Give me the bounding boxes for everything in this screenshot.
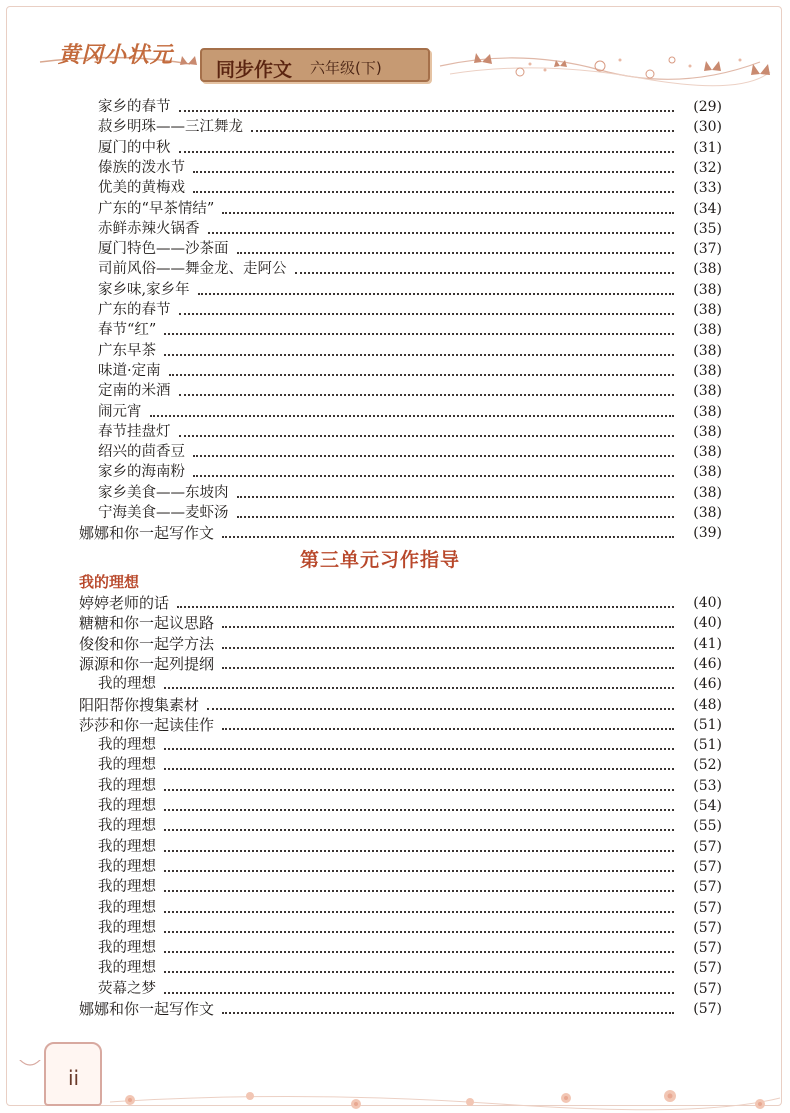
toc-row[interactable] xyxy=(98,876,722,896)
toc-page-number: (48) xyxy=(693,696,722,713)
toc-page-number: (38) xyxy=(693,403,722,420)
dot-leader xyxy=(164,809,674,811)
dot-leader xyxy=(222,536,674,538)
toc-page-number: (57) xyxy=(693,1001,722,1017)
toc-page-number: (40) xyxy=(693,615,722,632)
toc-page-number: (57) xyxy=(693,899,722,916)
toc-row[interactable] xyxy=(98,754,722,774)
toc-page-number: (38) xyxy=(693,362,722,379)
toc-page-number: (40) xyxy=(693,595,722,611)
toc-row[interactable] xyxy=(98,137,722,157)
dot-leader xyxy=(164,687,674,689)
toc-row[interactable] xyxy=(98,238,722,258)
toc-page-number: (57) xyxy=(693,980,722,997)
toc-page-number: (57) xyxy=(693,838,722,855)
dot-leader xyxy=(164,748,674,750)
toc-entry-title: 家乡美食——东坡肉 xyxy=(98,484,229,501)
toc-row[interactable] xyxy=(79,633,722,653)
toc-page-number: (41) xyxy=(693,635,722,652)
dot-leader xyxy=(164,870,674,872)
toc-entry-title: 家乡的春节 xyxy=(98,99,171,115)
dot-leader xyxy=(164,850,674,852)
dot-leader xyxy=(222,647,674,649)
toc-row[interactable] xyxy=(98,218,722,238)
toc-entry-title: 家乡味,家乡年 xyxy=(98,281,190,298)
toc-entry-title: 傣族的泼水节 xyxy=(98,159,185,176)
toc-page-number: (35) xyxy=(693,220,722,237)
dot-leader xyxy=(237,496,675,498)
dot-leader xyxy=(164,890,674,892)
toc-row[interactable] xyxy=(79,998,722,1018)
toc-row[interactable] xyxy=(98,917,722,937)
toc-entry-title: 荧幕之梦 xyxy=(98,980,156,997)
dot-leader xyxy=(164,911,674,913)
toc-page-number: (31) xyxy=(693,139,722,156)
toc-row[interactable] xyxy=(98,815,722,835)
toc-row[interactable] xyxy=(98,279,722,299)
toc-entry-title: 定南的米酒 xyxy=(98,383,171,400)
toc-entry-title: 婷婷老师的话 xyxy=(79,594,170,612)
toc-entry-title: 赤鲜赤辣火锅香 xyxy=(98,220,200,237)
toc-row[interactable] xyxy=(98,319,722,339)
toc-page-number: (38) xyxy=(693,322,722,339)
dot-leader xyxy=(164,951,674,953)
toc-entry-title: 宁海美食——麦虾汤 xyxy=(98,505,229,521)
toc-page-number: (30) xyxy=(693,119,722,136)
toc-row[interactable] xyxy=(98,978,722,998)
toc-entry-title: 我的理想 xyxy=(98,676,156,693)
toc-row[interactable] xyxy=(98,856,722,876)
dot-leader xyxy=(179,394,675,396)
toc-entry-title: 厦门特色——沙茶面 xyxy=(98,241,229,258)
dot-leader xyxy=(150,415,675,417)
toc-row[interactable] xyxy=(98,96,722,116)
toc-page-number: (38) xyxy=(693,281,722,298)
toc-row[interactable] xyxy=(98,157,722,177)
toc-row[interactable] xyxy=(98,482,722,502)
dot-leader xyxy=(164,789,674,791)
toc-entry-title: 我的理想 xyxy=(98,940,156,957)
dot-leader xyxy=(164,829,674,831)
toc-page-number: (53) xyxy=(693,777,722,794)
toc-page-number: (57) xyxy=(693,919,722,936)
toc-page-number: (38) xyxy=(693,261,722,278)
toc-entry-title: 娜娜和你一起写作文 xyxy=(79,1000,215,1018)
toc-entry-title: 我的理想 xyxy=(98,899,156,916)
dot-leader xyxy=(193,171,674,173)
toc-page-number: (57) xyxy=(693,940,722,957)
toc-entry-title: 优美的黄梅戏 xyxy=(98,180,185,197)
toc-page-number: (46) xyxy=(693,655,722,672)
toc-page-number: (38) xyxy=(693,302,722,318)
dot-leader xyxy=(222,1012,674,1014)
page-number: ii xyxy=(68,1066,80,1090)
toc-entry-title: 闹元宵 xyxy=(98,403,142,420)
dot-leader xyxy=(198,293,674,295)
toc-row[interactable] xyxy=(98,360,722,380)
toc-entry-title: 厦门的中秋 xyxy=(98,139,171,156)
toc-entry-title: 绍兴的茴香豆 xyxy=(98,444,185,461)
toc-entry-title: 俊俊和你一起学方法 xyxy=(79,634,215,653)
dot-leader xyxy=(295,272,675,274)
dot-leader xyxy=(193,455,674,457)
unit-heading: 第三单元习作指导 xyxy=(300,549,461,571)
toc-entry-title: 菽乡明珠——三江舞龙 xyxy=(98,119,243,136)
toc-entry-title: 广东的“早茶情结” xyxy=(98,200,215,217)
dot-leader xyxy=(251,130,674,132)
dot-leader xyxy=(222,212,674,214)
toc-page-number: (32) xyxy=(693,159,722,176)
toc-entry-title: 春节挂盘灯 xyxy=(98,423,171,440)
toc-page-number: (46) xyxy=(693,676,722,693)
brand-logo: 黄冈小状元 xyxy=(58,42,174,68)
series-title: 同步作文 xyxy=(216,59,293,81)
toc-entry-title: 我的理想 xyxy=(98,798,156,814)
dot-leader xyxy=(164,333,674,335)
toc-entry-title: 味道·定南 xyxy=(98,362,161,379)
toc-entry-title: 源源和你一起列提纲 xyxy=(79,654,215,673)
dot-leader xyxy=(177,606,674,608)
toc-page-number: (38) xyxy=(693,444,722,461)
toc-row[interactable] xyxy=(98,421,722,441)
toc-row[interactable] xyxy=(98,340,722,360)
dot-leader xyxy=(164,768,674,770)
toc-entry-title: 广东的春节 xyxy=(98,302,171,318)
toc-entry-title: 我的理想 xyxy=(98,858,156,875)
toc-entry-title: 我的理想 xyxy=(98,919,156,936)
toc-page-number: (57) xyxy=(693,960,722,977)
toc-row[interactable] xyxy=(98,673,722,693)
toc-page-number: (55) xyxy=(693,818,722,835)
toc-row[interactable] xyxy=(98,937,722,957)
dot-leader xyxy=(164,931,674,933)
dot-leader xyxy=(169,374,674,376)
toc-page-number: (38) xyxy=(693,484,722,501)
toc-entry-title: 家乡的海南粉 xyxy=(98,464,185,481)
dot-leader xyxy=(237,252,675,254)
toc-row[interactable] xyxy=(98,177,722,197)
dot-leader xyxy=(193,191,674,193)
dot-leader xyxy=(222,626,674,628)
dot-leader xyxy=(237,516,675,518)
toc-page-number: (34) xyxy=(693,200,722,217)
toc-entry-title: 春节“红” xyxy=(98,322,157,339)
toc-page-number: (52) xyxy=(693,757,722,774)
toc-row[interactable] xyxy=(98,795,722,815)
toc-row[interactable] xyxy=(98,198,722,218)
dot-leader xyxy=(222,667,674,669)
toc-page-number: (37) xyxy=(693,241,722,258)
toc-page-number: (38) xyxy=(693,464,722,481)
toc-entry-title: 娜娜和你一起写作文 xyxy=(79,524,215,543)
toc-entry-title: 司前风俗——舞金龙、走阿公 xyxy=(98,261,287,278)
toc-row[interactable] xyxy=(79,592,722,612)
dot-leader xyxy=(179,435,675,437)
dot-leader xyxy=(164,992,674,994)
toc-entry-title: 我的理想 xyxy=(98,838,156,855)
toc-row[interactable] xyxy=(79,612,722,632)
toc-row[interactable] xyxy=(98,836,722,856)
grade-label: 六年级(下) xyxy=(310,59,382,77)
dot-leader xyxy=(179,313,675,315)
toc-page-number: (38) xyxy=(693,383,722,400)
toc-page-number: (39) xyxy=(693,525,722,542)
dot-leader xyxy=(208,232,675,234)
toc-entry-title: 糖糖和你一起议思路 xyxy=(79,614,215,633)
dot-leader xyxy=(179,151,675,153)
toc-entry-title: 莎莎和你一起读佳作 xyxy=(79,715,215,734)
toc-page-number: (57) xyxy=(693,858,722,875)
toc-row[interactable] xyxy=(98,775,722,795)
toc-entry-title: 我的理想 xyxy=(98,777,156,794)
dot-leader xyxy=(164,971,674,973)
toc-page-number: (38) xyxy=(693,505,722,521)
toc-page-number: (51) xyxy=(693,737,722,754)
toc-page-number: (38) xyxy=(693,342,722,359)
dot-leader xyxy=(179,110,675,112)
toc-row[interactable] xyxy=(98,957,722,977)
toc-row[interactable] xyxy=(98,441,722,461)
toc-row[interactable] xyxy=(98,258,722,278)
footer-decoration xyxy=(0,1060,790,1113)
toc-row[interactable] xyxy=(79,653,722,673)
toc-row[interactable] xyxy=(98,897,722,917)
toc-entry-title: 我的理想 xyxy=(98,818,156,835)
toc-page-number: (54) xyxy=(693,798,722,814)
toc-entry-title: 我的理想 xyxy=(98,960,156,977)
dot-leader xyxy=(193,475,674,477)
toc-row[interactable] xyxy=(79,522,722,542)
toc-row[interactable] xyxy=(98,380,722,400)
toc-page-number: (38) xyxy=(693,423,722,440)
toc-page-number: (33) xyxy=(693,180,722,197)
toc-row[interactable] xyxy=(79,694,722,714)
toc-row[interactable] xyxy=(98,502,722,522)
toc-row[interactable] xyxy=(98,734,722,754)
toc-entry-title: 阳阳帮你搜集素材 xyxy=(79,695,200,714)
toc-entry-title: 我的理想 xyxy=(98,757,156,774)
toc-page-number: (29) xyxy=(693,99,722,115)
toc-row[interactable] xyxy=(98,299,722,319)
toc-row[interactable] xyxy=(98,401,722,421)
toc-row[interactable] xyxy=(98,116,722,136)
toc-entry-title: 我的理想 xyxy=(98,879,156,896)
toc-page-number: (51) xyxy=(693,716,722,733)
toc-page-number: (57) xyxy=(693,879,722,896)
dot-leader xyxy=(222,728,674,730)
toc-row[interactable] xyxy=(98,461,722,481)
dot-leader xyxy=(207,708,674,710)
toc-entry-title: 广东早茶 xyxy=(98,342,156,359)
dot-leader xyxy=(164,354,674,356)
toc-entry-title: 我的理想 xyxy=(98,737,156,754)
toc-row[interactable] xyxy=(79,714,722,734)
section-heading: 我的理想 xyxy=(79,573,140,591)
